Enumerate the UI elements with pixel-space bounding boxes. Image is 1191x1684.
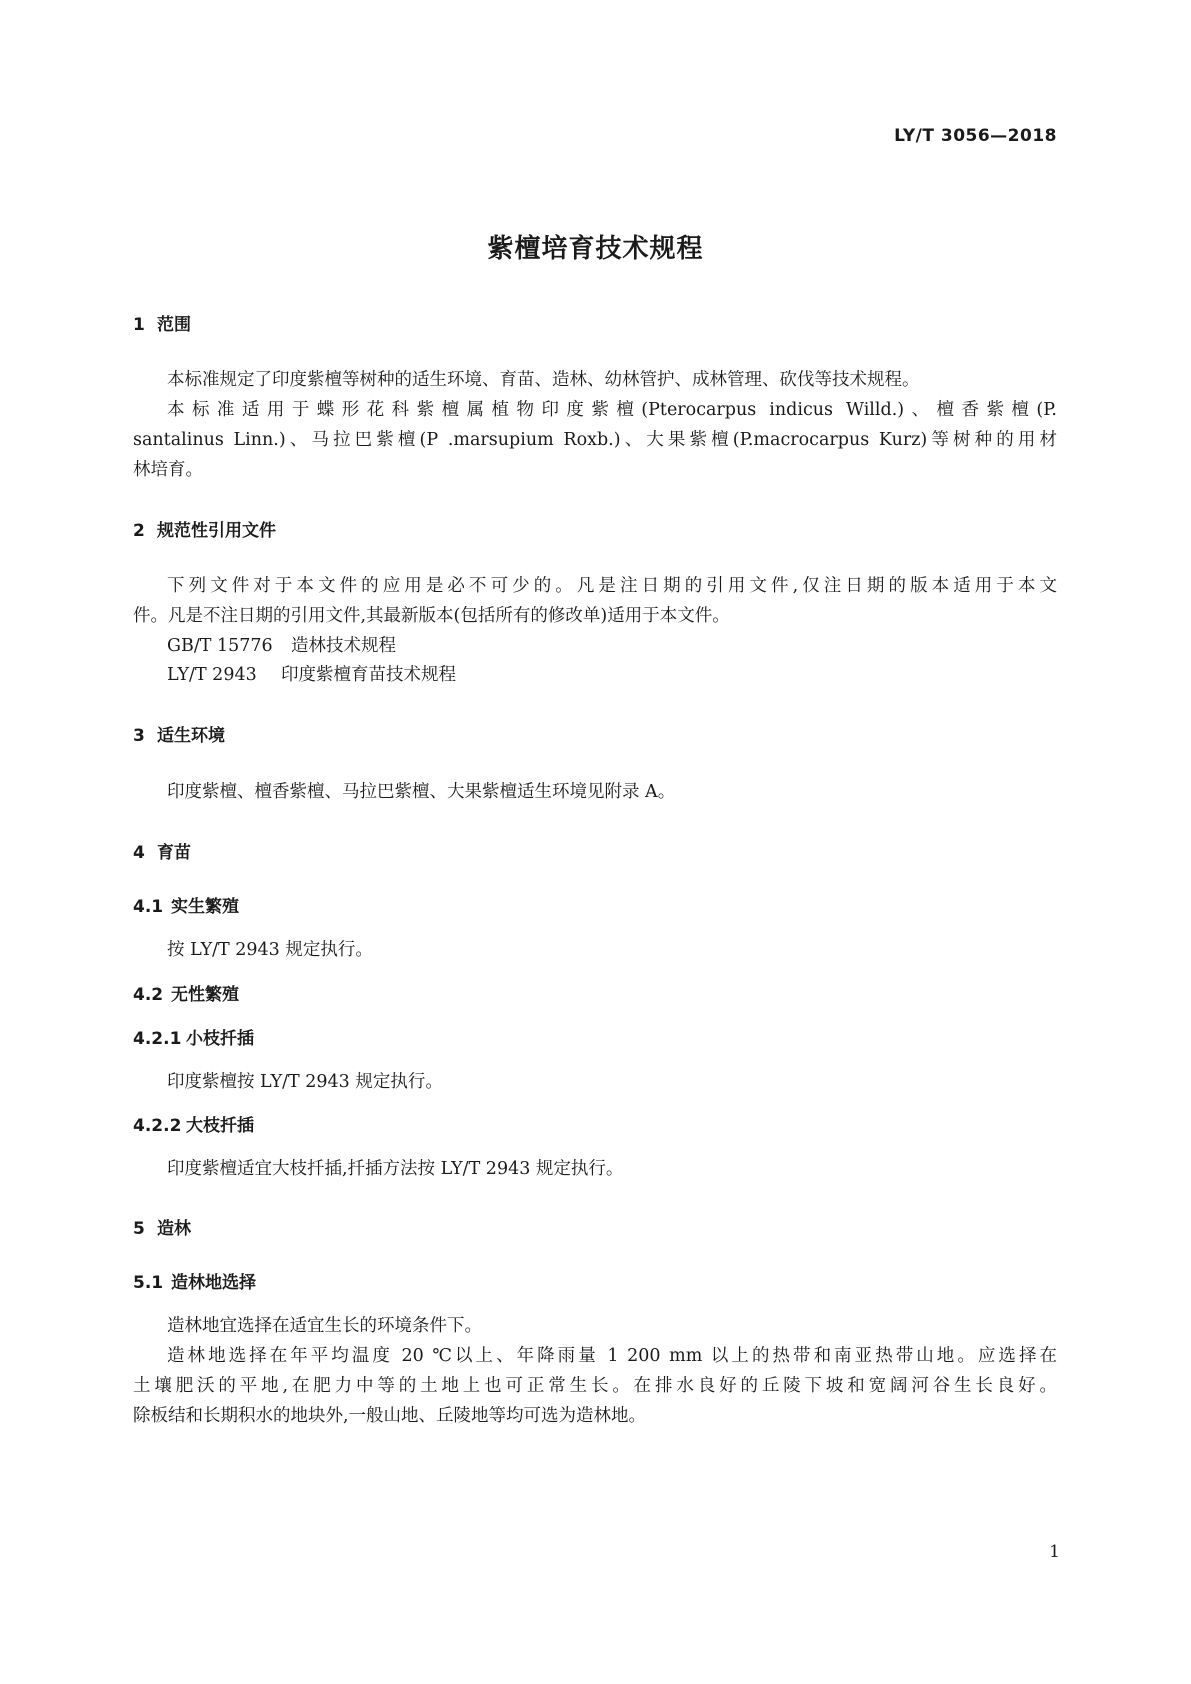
section-number: 5.1 <box>133 1273 164 1293</box>
section-number: 4.2.1 <box>133 1029 182 1049</box>
section-5-1-paragraph-2-line-1: 造林地选择在年平均温度 20 ℃以上、年降雨量 1 200 mm 以上的热带和南亚热带山地。应选择在 <box>167 1346 1057 1366</box>
section-number: 5 <box>133 1219 145 1239</box>
section-1-heading <box>133 310 191 335</box>
section-1-paragraph-2-line-1: 本标准适用于蝶形花科紫檀属植物印度紫檀(Pterocarpus indicus Willd.)、檀香紫檀(P. <box>167 400 1057 420</box>
section-number: 4.2 <box>133 985 164 1005</box>
section-title: 范围 <box>157 315 191 335</box>
section-2-paragraph-line-1: 下列文件对于本文件的应用是必不可少的。凡是注日期的引用文件,仅注日期的版本适用于本文 <box>167 576 1057 596</box>
section-title: 大枝扦插 <box>186 1116 254 1136</box>
section-title: 无性繁殖 <box>171 985 239 1005</box>
section-title: 造林 <box>157 1219 191 1239</box>
section-5-1-paragraph-2-line-3: 除板结和长期积水的地块外,一般山地、丘陵地等均可选为造林地。 <box>133 1406 647 1426</box>
section-4-2-heading <box>133 980 239 1005</box>
section-1-paragraph-2-line-3: 林培育。 <box>133 460 203 480</box>
reference-item <box>167 632 396 657</box>
section-title: 实生繁殖 <box>171 897 239 917</box>
section-2-paragraph-line-2: 件。凡是不注日期的引用文件,其最新版本(包括所有的修改单)适用于本文件。 <box>133 606 730 626</box>
page-number: 1 <box>1049 1542 1060 1562</box>
section-4-heading <box>133 838 191 863</box>
section-1-paragraph-2-line-2: santalinus Linn.)、马拉巴紫檀(P .marsupium Roxb.)、大果紫檀(P.macrocarpus Kurz)等树种的用材 <box>133 430 1057 450</box>
section-4-2-1-heading <box>133 1024 254 1049</box>
section-4-2-2-paragraph: 印度紫檀适宜大枝扦插,扦插方法按 LY/T 2943 规定执行。 <box>167 1159 624 1179</box>
section-title: 育苗 <box>157 843 191 863</box>
section-4-2-2-heading <box>133 1111 254 1136</box>
section-1-paragraph-1: 本标准规定了印度紫檀等树种的适生环境、育苗、造林、幼林管护、成林管理、砍伐等技术规程。 <box>167 370 920 390</box>
section-4-2-1-paragraph: 印度紫檀按 LY/T 2943 规定执行。 <box>167 1072 443 1092</box>
section-number: 3 <box>133 726 145 746</box>
document-title: 紫檀培育技术规程 <box>487 234 704 264</box>
reference-item <box>167 661 456 686</box>
standard-code: LY/T 3056—2018 <box>894 126 1057 146</box>
section-3-heading <box>133 721 225 746</box>
section-2-heading <box>133 516 276 541</box>
reference-name: 造林技术规程 <box>291 636 396 656</box>
reference-code: LY/T 2943 <box>167 665 257 685</box>
section-number: 4 <box>133 843 145 863</box>
section-3-paragraph: 印度紫檀、檀香紫檀、马拉巴紫檀、大果紫檀适生环境见附录 A。 <box>167 782 676 802</box>
reference-code: GB/T 15776 <box>167 636 273 656</box>
section-title: 造林地选择 <box>171 1273 256 1293</box>
section-5-1-paragraph-1: 造林地宜选择在适宜生长的环境条件下。 <box>167 1316 482 1336</box>
reference-name: 印度紫檀育苗技术规程 <box>281 665 456 685</box>
section-4-1-heading <box>133 892 239 917</box>
section-4-1-paragraph: 按 LY/T 2943 规定执行。 <box>167 940 373 960</box>
section-title: 规范性引用文件 <box>157 521 276 541</box>
section-number: 4.1 <box>133 897 164 917</box>
section-5-heading <box>133 1214 191 1239</box>
section-number: 2 <box>133 521 145 541</box>
section-5-1-paragraph-2-line-2: 土壤肥沃的平地,在肥力中等的土地上也可正常生长。在排水良好的丘陵下坡和宽阔河谷生长良好。 <box>133 1376 1057 1396</box>
section-number: 4.2.2 <box>133 1116 182 1136</box>
section-title: 适生环境 <box>157 726 225 746</box>
section-number: 1 <box>133 315 145 335</box>
section-title: 小枝扦插 <box>186 1029 254 1049</box>
section-5-1-heading <box>133 1268 256 1293</box>
